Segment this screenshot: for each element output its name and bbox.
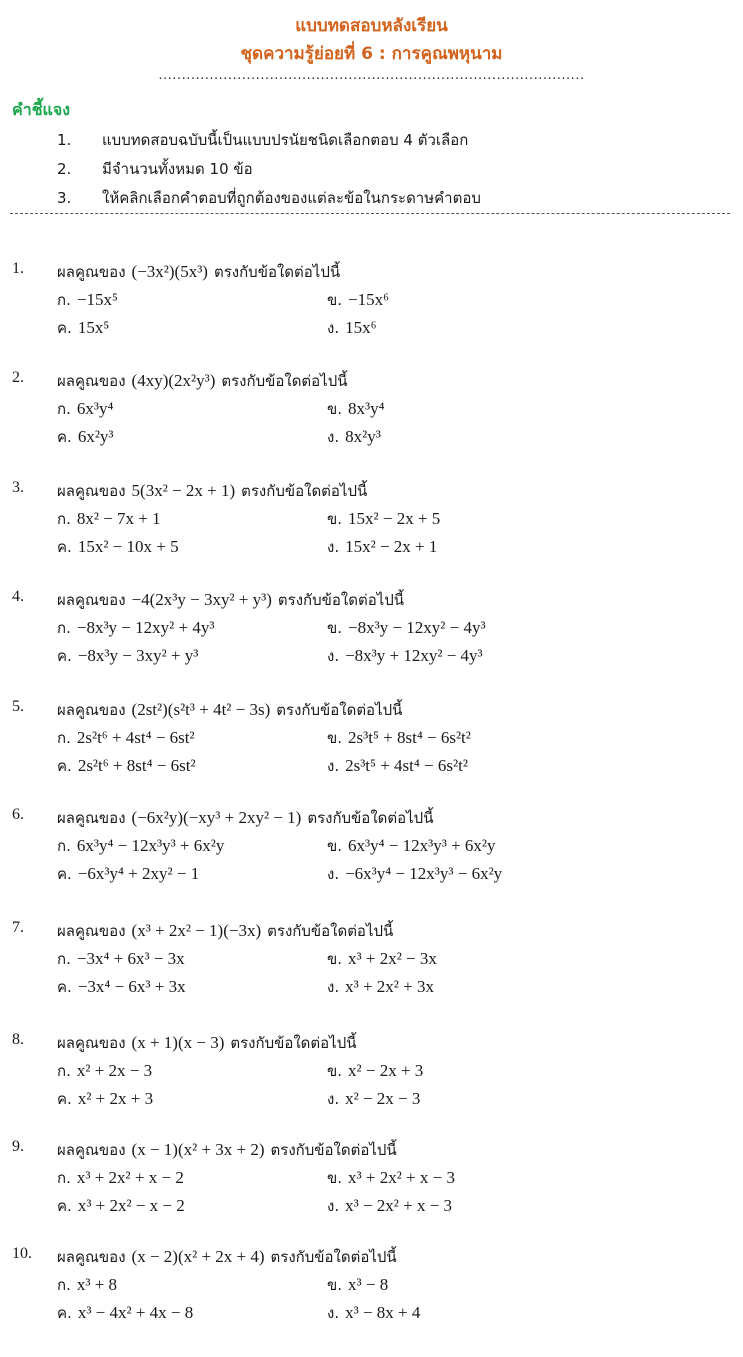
option-label: ง. (327, 978, 340, 996)
option-label: ง. (327, 1304, 340, 1322)
question-expression: (2st²)(s²t³ + 4t² − 3s) (131, 700, 271, 719)
option-label: ก. (57, 619, 71, 637)
question-suffix: ตรงกับข้อใดต่อไปนี้ (267, 922, 394, 940)
option-a[interactable] (57, 507, 161, 531)
option-b[interactable] (327, 834, 496, 858)
option-value: 15x² − 2x + 1 (345, 537, 438, 556)
question-expression: (−3x²)(5x³) (131, 262, 208, 281)
question-expression: (x³ + 2x² − 1)(−3x) (131, 921, 262, 940)
option-value: −8x³y + 12xy² − 4y³ (345, 646, 483, 665)
option-value: −6x³y⁴ + 2xy² − 1 (77, 864, 200, 883)
option-b[interactable] (327, 288, 389, 312)
option-value: 6x³y⁴ − 12x³y³ + 6x²y (76, 836, 225, 855)
option-label: ก. (57, 1062, 71, 1080)
option-c[interactable] (57, 754, 196, 778)
option-value: x³ − 2x² + x − 3 (345, 1196, 453, 1215)
option-label: ค. (57, 319, 72, 337)
option-d[interactable] (327, 754, 468, 778)
option-value: x² − 2x − 3 (345, 1089, 421, 1108)
option-b[interactable] (327, 726, 471, 750)
option-label: ข. (327, 510, 343, 528)
option-value: x³ + 2x² + x − 2 (76, 1168, 184, 1187)
option-label: ง. (327, 428, 340, 446)
option-d[interactable] (327, 535, 437, 559)
question-text (57, 588, 404, 612)
option-label: ข. (327, 1169, 343, 1187)
option-a[interactable] (57, 397, 113, 421)
question-text (57, 698, 402, 722)
question-suffix: ตรงกับข้อใดต่อไปนี้ (270, 1248, 397, 1266)
option-b[interactable] (327, 1166, 455, 1190)
question-number: 5. (12, 698, 24, 715)
option-value: 15x² − 2x + 5 (348, 509, 441, 528)
option-b[interactable] (327, 616, 486, 640)
question-prefix: ผลคูณของ (57, 372, 126, 390)
option-value: 6x²y³ (77, 427, 114, 446)
question-number: 4. (12, 588, 24, 605)
dotted-line: ............................................................................................ (158, 68, 585, 83)
option-label: ค. (57, 538, 72, 556)
option-value: −15x⁶ (348, 290, 390, 309)
option-label: ค. (57, 647, 72, 665)
option-d[interactable] (327, 425, 381, 449)
option-value: 8x³y⁴ (348, 399, 385, 418)
option-label: ข. (327, 619, 343, 637)
option-label: ค. (57, 865, 72, 883)
option-c[interactable] (57, 1087, 153, 1111)
question-prefix: ผลคูณของ (57, 263, 126, 281)
question-number: 2. (12, 369, 24, 386)
question-suffix: ตรงกับข้อใดต่อไปนี้ (241, 482, 368, 500)
question-number: 6. (12, 806, 24, 823)
instruction-text: แบบทดสอบฉบับนี้เป็นแบบปรนัยชนิดเลือกตอบ 4 ตัวเลือก (102, 131, 469, 149)
option-label: ก. (57, 400, 71, 418)
option-value: 6x³y⁴ − 12x³y³ + 6x²y (348, 836, 496, 855)
option-value: −8x³y − 12xy² + 4y³ (76, 618, 215, 637)
option-label: ง. (327, 757, 340, 775)
option-c[interactable] (57, 862, 199, 886)
question-prefix: ผลคูณของ (57, 1248, 126, 1266)
question-suffix: ตรงกับข้อใดต่อไปนี้ (213, 263, 341, 281)
instruction-text: มีจำนวนทั้งหมด 10 ข้อ (102, 160, 253, 178)
option-label: ข. (327, 291, 343, 309)
option-label: ค. (57, 1304, 72, 1322)
option-a[interactable] (57, 288, 118, 312)
divider (10, 213, 730, 214)
instruction-text: ให้คลิกเลือกคำตอบที่ถูกต้องของแต่ละข้อในกระดาษคำตอบ (102, 189, 481, 207)
option-label: ข. (327, 400, 343, 418)
option-value: 15x⁶ (345, 318, 377, 337)
question-suffix: ตรงกับข้อใดต่อไปนี้ (277, 591, 405, 609)
option-label: ก. (57, 510, 71, 528)
option-c[interactable] (57, 425, 114, 449)
option-d[interactable] (327, 862, 502, 886)
question-expression: (x − 2)(x² + 2x + 4) (131, 1247, 265, 1266)
question-text (57, 1245, 397, 1269)
question-prefix: ผลคูณของ (57, 701, 126, 719)
option-d[interactable] (327, 1301, 420, 1325)
option-a[interactable] (57, 834, 224, 858)
option-a[interactable] (57, 947, 185, 971)
test-title: แบบทดสอบหลังเรียน (295, 16, 448, 36)
instruction-number: 1. (57, 131, 72, 149)
option-label: ค. (57, 1090, 72, 1108)
option-label: ข. (327, 729, 343, 747)
option-value: −8x³y − 12xy² − 4y³ (348, 618, 486, 637)
question-expression: −4(2x³y − 3xy² + y³) (131, 590, 272, 609)
question-expression: 5(3x² − 2x + 1) (131, 481, 236, 500)
option-d[interactable] (327, 1194, 452, 1218)
option-value: x² + 2x − 3 (76, 1061, 153, 1080)
option-value: x³ + 2x² + 3x (345, 977, 434, 996)
option-value: 15x⁵ (77, 318, 110, 337)
instructions-heading: คำชี้แจง (12, 100, 71, 119)
option-c[interactable] (57, 535, 179, 559)
question-expression: (x − 1)(x² + 3x + 2) (131, 1140, 265, 1159)
question-prefix: ผลคูณของ (57, 1034, 126, 1052)
question-prefix: ผลคูณของ (57, 482, 126, 500)
option-label: ค. (57, 978, 72, 996)
option-value: −8x³y − 3xy² + y³ (77, 646, 199, 665)
question-suffix: ตรงกับข้อใดต่อไปนี้ (270, 1141, 397, 1159)
option-c[interactable] (57, 1301, 193, 1325)
option-label: ค. (57, 1197, 72, 1215)
option-label: ง. (327, 1090, 340, 1108)
option-value: −6x³y⁴ − 12x³y³ − 6x²y (345, 864, 503, 883)
option-value: 2s³t⁵ + 4st⁴ − 6s²t² (345, 756, 468, 775)
option-label: ง. (327, 319, 340, 337)
option-label: ก. (57, 729, 71, 747)
question-text (57, 479, 367, 503)
option-label: ค. (57, 428, 72, 446)
option-value: −3x⁴ − 6x³ + 3x (77, 977, 186, 996)
question-number: 8. (12, 1031, 24, 1048)
question-text (57, 1031, 356, 1055)
option-value: 8x²y³ (345, 427, 381, 446)
question-prefix: ผลคูณของ (57, 1141, 126, 1159)
option-c[interactable] (57, 975, 186, 999)
option-value: x³ + 2x² − 3x (348, 949, 437, 968)
option-label: ง. (327, 865, 340, 883)
option-label: ข. (327, 950, 343, 968)
option-value: 8x² − 7x + 1 (76, 509, 161, 528)
option-c[interactable] (57, 1194, 185, 1218)
question-expression: (x + 1)(x − 3) (131, 1033, 225, 1052)
question-prefix: ผลคูณของ (57, 809, 126, 827)
question-text (57, 806, 433, 830)
option-value: −3x⁴ + 6x³ − 3x (76, 949, 185, 968)
option-b[interactable] (327, 1273, 388, 1297)
option-b[interactable] (327, 507, 440, 531)
option-value: 2s³t⁵ + 8st⁴ − 6s²t² (348, 728, 471, 747)
option-label: ง. (327, 1197, 340, 1215)
option-value: x³ − 4x² + 4x − 8 (77, 1303, 194, 1322)
option-d[interactable] (327, 1087, 420, 1111)
option-a[interactable] (57, 726, 195, 750)
option-value: 15x² − 10x + 5 (77, 537, 179, 556)
instruction-item (57, 157, 253, 181)
option-label: ค. (57, 757, 72, 775)
question-suffix: ตรงกับข้อใดต่อไปนี้ (230, 1034, 357, 1052)
option-value: x² − 2x + 3 (348, 1061, 424, 1080)
instruction-item (57, 186, 481, 210)
option-value: x³ + 2x² − x − 2 (77, 1196, 185, 1215)
question-text (57, 919, 393, 943)
option-label: ข. (327, 1276, 343, 1294)
option-label: ก. (57, 291, 71, 309)
option-d[interactable] (327, 644, 483, 668)
instruction-number: 3. (57, 189, 72, 207)
question-number: 7. (12, 919, 24, 936)
question-number: 1. (12, 260, 24, 277)
option-b[interactable] (327, 397, 385, 421)
option-d[interactable] (327, 975, 434, 999)
option-a[interactable] (57, 616, 214, 640)
option-label: ข. (327, 1062, 343, 1080)
question-text (57, 1138, 397, 1162)
instruction-number: 2. (57, 160, 72, 178)
option-value: 2s²t⁶ + 8st⁴ − 6st² (77, 756, 196, 775)
question-prefix: ผลคูณของ (57, 922, 126, 940)
option-value: x³ + 2x² + x − 3 (348, 1168, 455, 1187)
option-label: ง. (327, 647, 340, 665)
instruction-item (57, 128, 468, 152)
option-value: x³ + 8 (76, 1275, 118, 1294)
option-label: ง. (327, 538, 340, 556)
question-text (57, 369, 348, 393)
question-number: 10. (12, 1245, 32, 1262)
question-suffix: ตรงกับข้อใดต่อไปนี้ (221, 372, 348, 390)
option-d[interactable] (327, 316, 377, 340)
option-a[interactable] (57, 1166, 184, 1190)
option-value: 6x³y⁴ (76, 399, 114, 418)
question-number: 9. (12, 1138, 24, 1155)
option-c[interactable] (57, 644, 198, 668)
option-label: ก. (57, 837, 71, 855)
option-value: x² + 2x + 3 (77, 1089, 154, 1108)
option-value: x³ − 8 (348, 1275, 389, 1294)
option-label: ก. (57, 1276, 71, 1294)
option-b[interactable] (327, 947, 437, 971)
option-a[interactable] (57, 1059, 152, 1083)
test-subtitle: ชุดความรู้ย่อยที่ 6 : การคูณพหุนาม (240, 44, 503, 64)
option-value: 2s²t⁶ + 4st⁴ − 6st² (76, 728, 195, 747)
question-text (57, 260, 340, 284)
option-c[interactable] (57, 316, 109, 340)
question-prefix: ผลคูณของ (57, 591, 126, 609)
option-b[interactable] (327, 1059, 423, 1083)
option-value: x³ − 8x + 4 (345, 1303, 421, 1322)
option-label: ข. (327, 837, 343, 855)
option-a[interactable] (57, 1273, 117, 1297)
question-number: 3. (12, 479, 24, 496)
option-value: −15x⁵ (76, 290, 118, 309)
question-suffix: ตรงกับข้อใดต่อไปนี้ (276, 701, 403, 719)
question-suffix: ตรงกับข้อใดต่อไปนี้ (307, 809, 434, 827)
question-expression: (−6x²y)(−xy³ + 2xy² − 1) (131, 808, 302, 827)
question-expression: (4xy)(2x²y³) (131, 371, 216, 390)
option-label: ก. (57, 1169, 71, 1187)
option-label: ก. (57, 950, 71, 968)
